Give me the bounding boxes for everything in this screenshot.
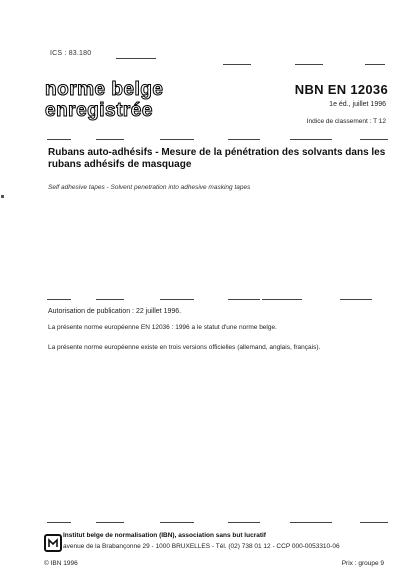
rule-mid-6 (340, 299, 372, 300)
rule-bottom-6 (360, 522, 388, 523)
rule-mid-4 (228, 299, 260, 300)
document-title-en: Self adhesive tapes - Solvent penetration into adhesive masking tapes (48, 184, 251, 191)
rule-mid-2 (96, 299, 124, 300)
rule-mid-1 (47, 299, 71, 300)
rule-title-3 (160, 139, 194, 140)
rule-top-3 (295, 64, 323, 65)
document-title-fr: Rubans auto-adhésifs - Mesure de la pénétration des solvants dans les rubans adhésifs de masquage (48, 147, 386, 170)
rule-mid-3 (160, 299, 194, 300)
rule-title-1 (47, 139, 71, 140)
registered-standard-line-1: norme belge (45, 79, 164, 100)
rule-title-6 (360, 139, 388, 140)
rule-bottom-1 (47, 522, 71, 523)
standard-number: NBN EN 12036 (294, 82, 388, 97)
ibn-logo-icon (44, 534, 62, 552)
rule-bottom-3 (160, 522, 194, 523)
scan-mark (1, 195, 4, 198)
institute-address: avenue de la Brabançonne 29 - 1000 BRUXELLES - Tél. (02) 738 01 12 - CCP 000-0053310-06 (63, 543, 340, 550)
institute-name: Institut belge de normalisation (IBN), association sans but lucratif (63, 532, 266, 539)
rule-title-2 (96, 139, 124, 140)
registered-standard-line-2: enregistrée (45, 100, 153, 121)
rule-top-2 (223, 64, 251, 65)
publication-authorization: Autorisation de publication : 22 juillet 1996. (48, 308, 182, 315)
rule-top-4 (365, 64, 385, 65)
versions-paragraph: La présente norme européenne existe en trois versions officielles (allemand, anglais, français). (48, 344, 321, 351)
rule-bottom-5 (290, 522, 332, 523)
rule-title-4 (228, 139, 260, 140)
rule-title-5 (290, 139, 332, 140)
rule-bottom-2 (96, 522, 124, 523)
copyright: © IBN 1996 (44, 560, 78, 567)
classification-index: Indice de classement : T 12 (306, 118, 386, 125)
rule-mid-5 (262, 299, 302, 300)
edition-date: 1e éd., juillet 1996 (329, 101, 386, 108)
rule-top-1 (116, 58, 156, 59)
status-paragraph: La présente norme européenne EN 12036 : 1996 a le statut d'une norme belge. (48, 324, 277, 331)
rule-bottom-4 (228, 522, 260, 523)
ics-code: ICS : 83.180 (50, 50, 92, 57)
price-group: Prix : groupe 9 (341, 560, 384, 567)
